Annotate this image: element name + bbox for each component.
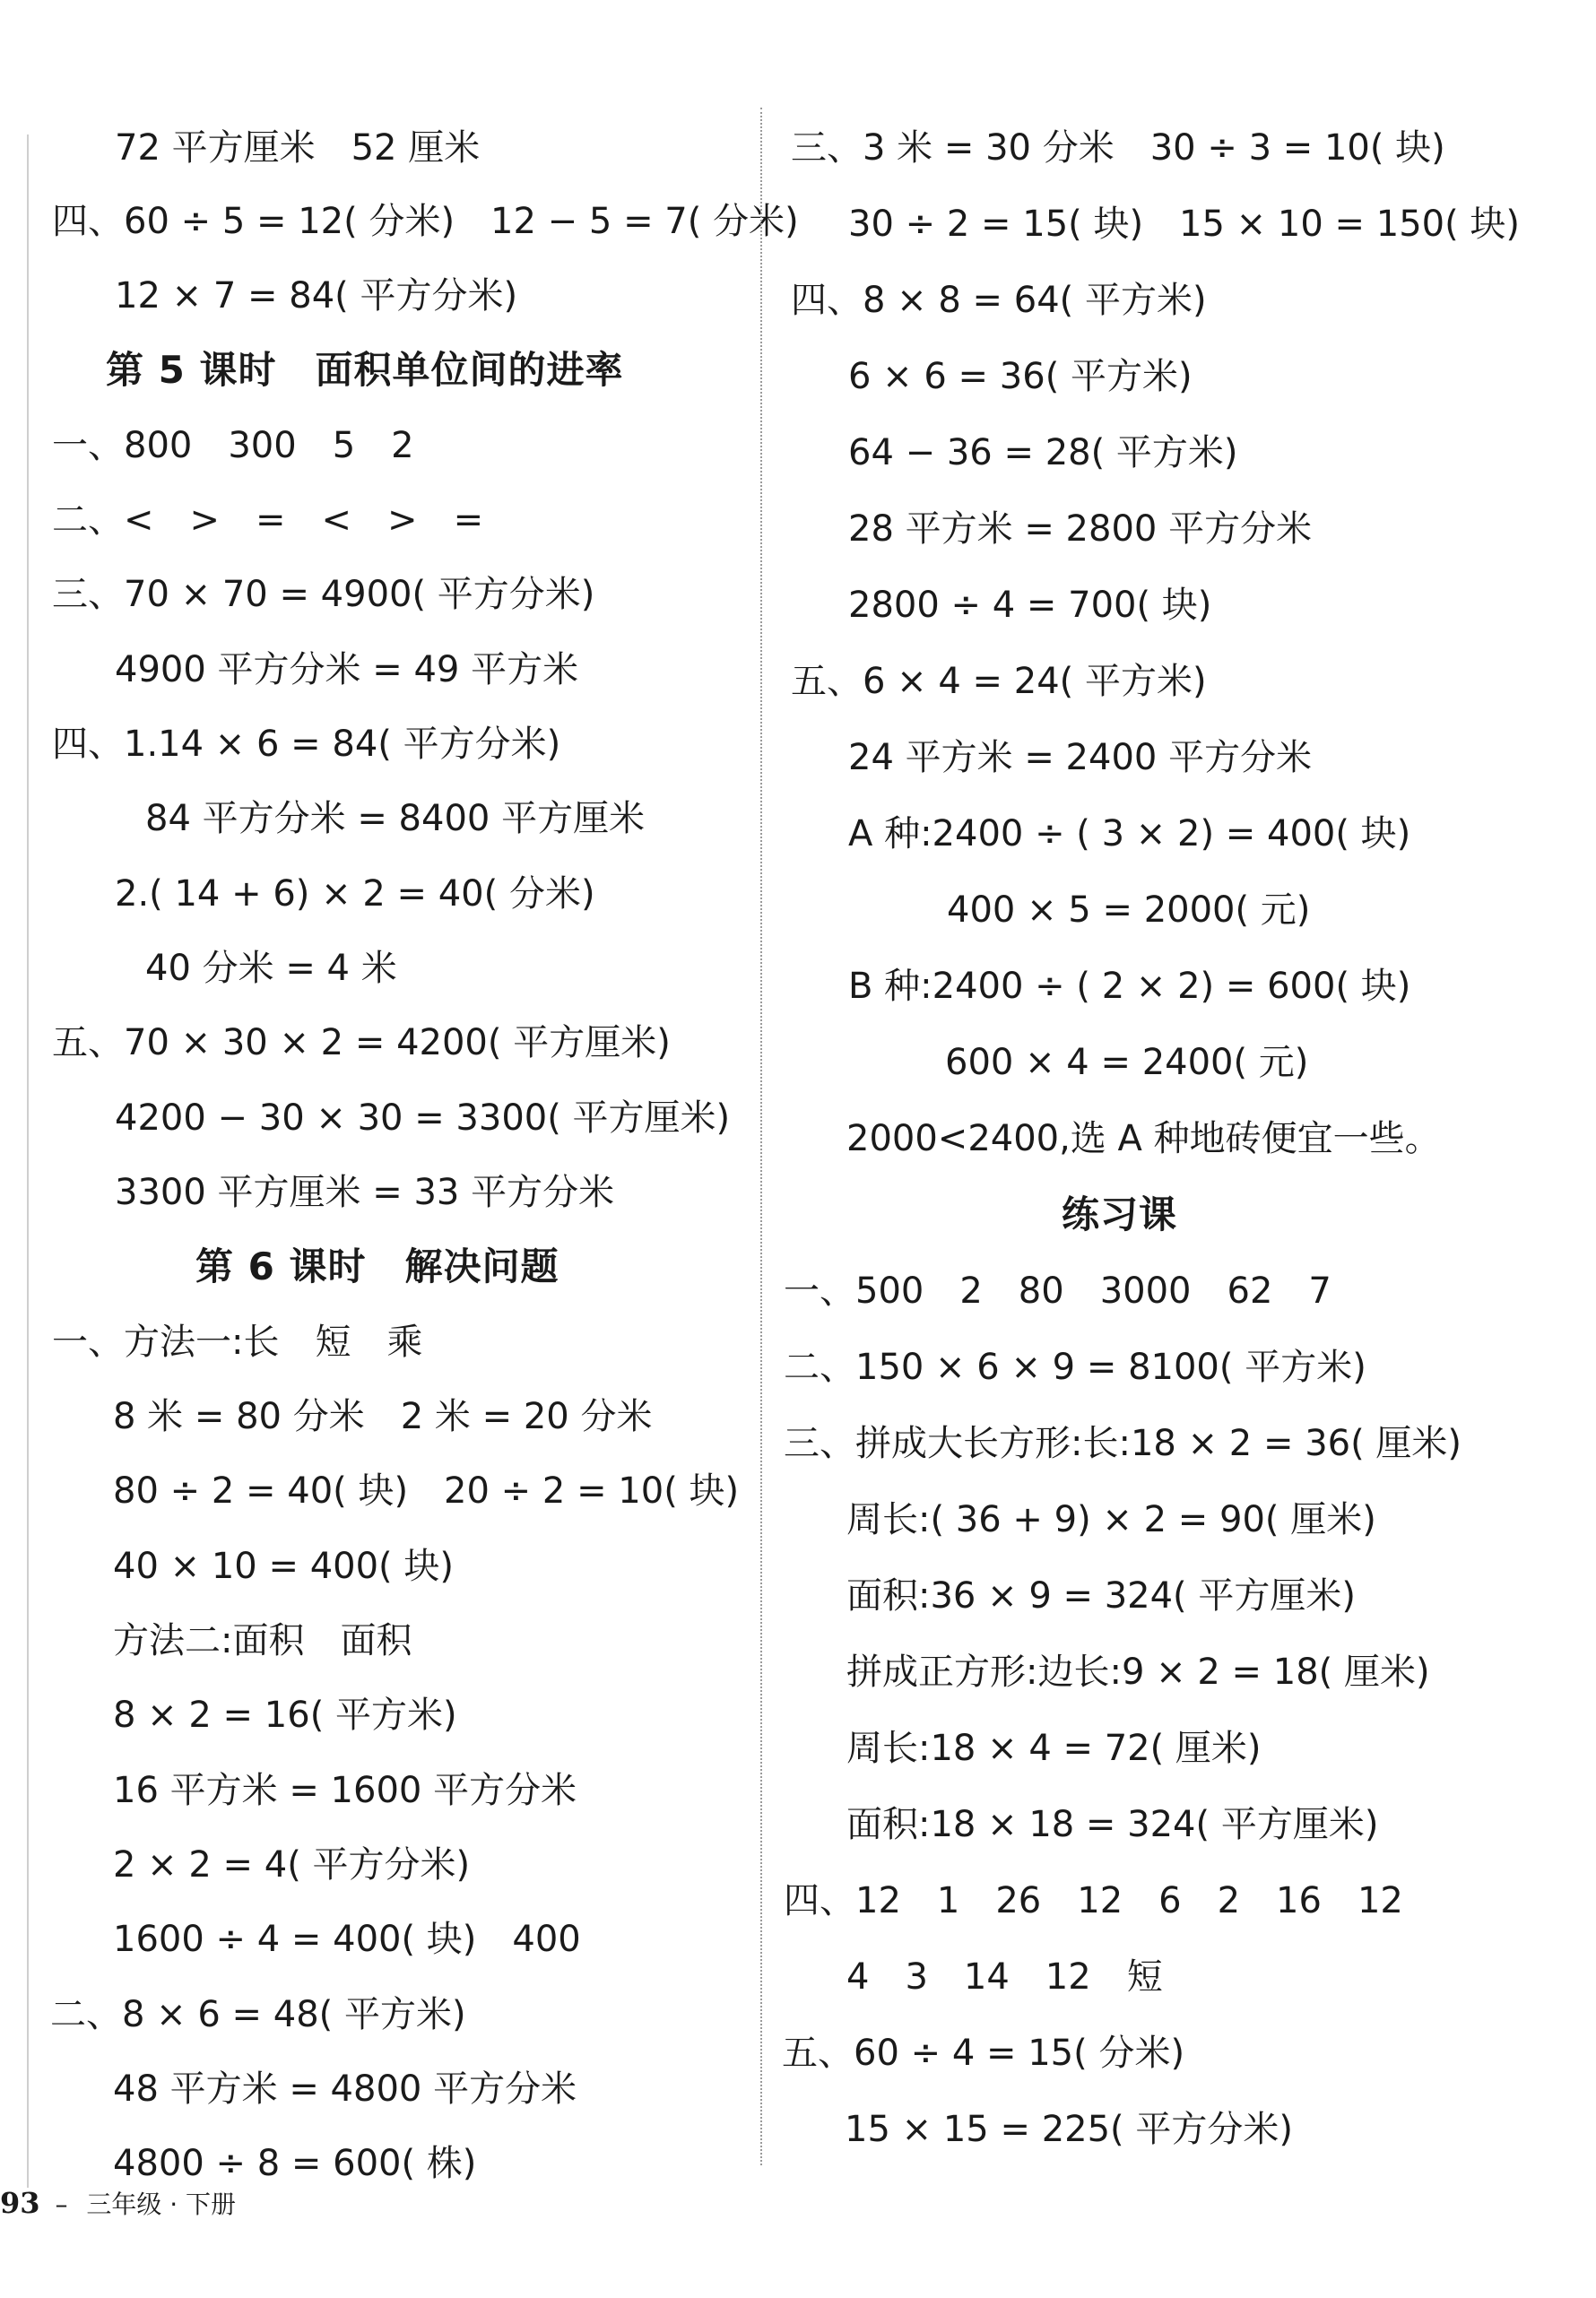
left-answer-line: 方法二:面积 面积	[113, 1620, 412, 1661]
left-answer-line: 4900 平方分米 = 49 平方米	[115, 649, 579, 690]
right-answer-line: 拼成正方形:边长:9 × 2 = 18( 厘米)	[846, 1652, 1430, 1693]
right-answer-line: 五、6 × 4 = 24( 平方米)	[791, 661, 1207, 702]
left-answer-line: 8 米 = 80 分米 2 米 = 20 分米	[113, 1396, 653, 1437]
right-answer-line: 400 × 5 = 2000( 元)	[947, 889, 1311, 931]
right-answer-line: 64 − 36 = 28( 平方米)	[848, 432, 1238, 473]
left-answer-line: 84 平方分米 = 8400 平方厘米	[145, 798, 646, 839]
right-answer-line: 15 × 15 = 225( 平方分米)	[845, 2109, 1293, 2150]
left-answer-line: 4800 ÷ 8 = 600( 株)	[113, 2143, 477, 2184]
right-answer-line: 面积:36 × 9 = 324( 平方厘米)	[846, 1575, 1356, 1617]
left-answer-line: 72 平方厘米 52 厘米	[115, 127, 481, 169]
page-edge-line	[27, 134, 29, 2188]
right-answer-line: B 种:2400 ÷ ( 2 × 2) = 600( 块)	[848, 966, 1411, 1007]
left-answer-line: 三、70 × 70 = 4900( 平方分米)	[52, 574, 595, 615]
left-answer-line: 一、方法一:长 短 乘	[52, 1322, 423, 1363]
left-answer-line: 4200 − 30 × 30 = 3300( 平方厘米)	[115, 1097, 731, 1139]
right-answer-line: 24 平方米 = 2400 平方分米	[848, 737, 1313, 778]
left-section-heading: 第 6 课时 解决问题	[195, 1244, 559, 1288]
column-divider	[760, 108, 762, 2165]
right-answer-line: 三、拼成大长方形:长:18 × 2 = 36( 厘米)	[784, 1423, 1462, 1464]
footer-dash: –	[55, 2190, 68, 2219]
right-answer-line: 四、8 × 8 = 64( 平方米)	[791, 280, 1207, 321]
left-answer-line: 8 × 2 = 16( 平方米)	[113, 1695, 457, 1736]
left-answer-line: 一、800 300 5 2	[52, 425, 414, 466]
right-answer-line: 四、12 1 26 12 6 2 16 12	[784, 1880, 1403, 1921]
right-answer-line: 周长:18 × 4 = 72( 厘米)	[846, 1728, 1262, 1769]
left-section-heading: 第 5 课时 面积单位间的进率	[106, 348, 624, 392]
left-answer-line: 2 × 2 = 4( 平方分米)	[113, 1844, 471, 1886]
left-answer-line: 四、1.14 × 6 = 84( 平方分米)	[52, 724, 561, 765]
right-answer-line: 周长:( 36 + 9) × 2 = 90( 厘米)	[846, 1499, 1376, 1540]
page-footer	[0, 2183, 236, 2223]
left-answer-line: 40 × 10 = 400( 块)	[113, 1546, 454, 1587]
right-answer-line: A 种:2400 ÷ ( 3 × 2) = 400( 块)	[848, 813, 1411, 854]
left-answer-line: 2.( 14 + 6) × 2 = 40( 分米)	[115, 873, 595, 915]
left-answer-line: 二、< > = < > =	[52, 499, 484, 541]
right-answer-line: 2800 ÷ 4 = 700( 块)	[848, 585, 1212, 626]
right-answer-line: 2000<2400,选 A 种地砖便宜一些。	[846, 1118, 1441, 1159]
right-answer-line: 一、500 2 80 3000 62 7	[784, 1270, 1331, 1312]
left-answer-line: 80 ÷ 2 = 40( 块) 20 ÷ 2 = 10( 块)	[113, 1470, 740, 1512]
left-answer-line: 40 分米 = 4 米	[145, 948, 397, 989]
left-answer-line: 3300 平方厘米 = 33 平方分米	[115, 1172, 615, 1213]
book-label: 三年级 · 下册	[86, 2190, 237, 2219]
left-answer-line: 12 × 7 = 84( 平方分米)	[115, 275, 518, 317]
left-answer-line: 五、70 × 30 × 2 = 4200( 平方厘米)	[52, 1022, 671, 1063]
left-answer-line: 48 平方米 = 4800 平方分米	[113, 2068, 577, 2110]
right-answer-line: 4 3 14 12 短	[846, 1956, 1163, 1998]
right-answer-line: 三、3 米 = 30 分米 30 ÷ 3 = 10( 块)	[791, 127, 1445, 169]
right-answer-line: 30 ÷ 2 = 15( 块) 15 × 10 = 150( 块)	[848, 204, 1521, 245]
page-number: 93	[0, 2186, 40, 2220]
right-answer-line: 二、150 × 6 × 9 = 8100( 平方米)	[784, 1347, 1366, 1388]
right-answer-line: 28 平方米 = 2800 平方分米	[848, 508, 1313, 550]
right-answer-line: 面积:18 × 18 = 324( 平方厘米)	[846, 1804, 1379, 1845]
left-answer-line: 16 平方米 = 1600 平方分米	[113, 1770, 577, 1811]
left-answer-line: 1600 ÷ 4 = 400( 块) 400	[113, 1919, 581, 1960]
right-answer-line: 6 × 6 = 36( 平方米)	[848, 356, 1193, 397]
left-answer-line: 二、8 × 6 = 48( 平方米)	[50, 1994, 466, 2035]
right-answer-line: 五、60 ÷ 4 = 15( 分米)	[782, 2033, 1185, 2074]
right-answer-line: 600 × 4 = 2400( 元)	[945, 1042, 1309, 1083]
left-answer-line: 四、60 ÷ 5 = 12( 分米) 12 − 5 = 7( 分米)	[52, 201, 799, 242]
right-section-heading: 练习课	[1062, 1192, 1178, 1236]
